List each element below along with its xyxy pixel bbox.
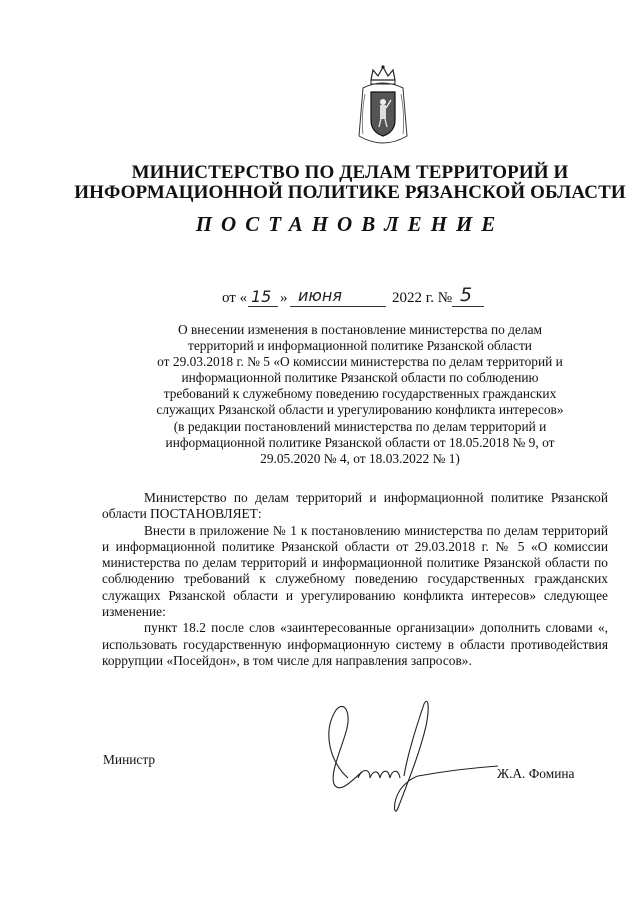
subject-line: информационной политике Рязанской области по соблюдению [181, 370, 539, 386]
body-paragraph: пункт 18.2 после слов «заинтересованные организации» дополнить словами «, использовать государственную информационную систему в области противодействия коррупции «Посейдон», в том числе для направления запросов». [102, 620, 608, 668]
subject-line: требований к служебному поведению государственных гражданских [163, 386, 557, 402]
document-type-title: ПОСТАНОВЛЕНИЕ [195, 212, 505, 236]
document-number: 5 [460, 284, 473, 306]
subject-line: служащих Рязанской области и урегулированию конфликта интересов» [156, 402, 564, 418]
subject-line: О внесении изменения в постановление министерства по делам [177, 322, 543, 337]
coat-of-arms-emblem [355, 64, 411, 150]
date-year: 2022 г. № [392, 290, 453, 306]
ministry-name-line1: МИНИСТЕРСТВО ПО ДЕЛАМ ТЕРРИТОРИЙ И [131, 162, 569, 183]
body-paragraph: Внести в приложение № 1 к постановлению министерства по делам территорий и информационной политике Рязанской области от 29.03.2018 г. № 5 «О комиссии министерства по делам территорий и информационной политике Рязанской области по соблюдению требований к служебному поведению государственных гражданских служащих Рязанской области и урегулированию конфликта интересов» следующее изменение: [102, 522, 608, 620]
document-body [102, 490, 608, 669]
signatory-position: Министр [103, 752, 156, 767]
date-prefix: от « [222, 290, 248, 306]
subject-line: 29.05.2020 № 4, от 18.03.2022 № 1) [260, 450, 460, 466]
handwritten-signature [300, 692, 500, 822]
document-subject [100, 322, 620, 467]
date-month: июня [298, 286, 342, 305]
body-paragraph: Министерство по делам территорий и информационной политике Рязанской области ПОСТАНОВЛЯЕТ: [102, 490, 608, 522]
date-quote-close: » [280, 290, 288, 306]
signatory-name: Ж.А. Фомина [497, 766, 575, 781]
subject-line: от 29.03.2018 г. № 5 «О комиссии министерства по делам территорий и [157, 354, 563, 370]
ministry-name-line2: ИНФОРМАЦИОННОЙ ПОЛИТИКЕ РЯЗАНСКОЙ ОБЛАСТИ [74, 182, 626, 203]
subject-line: (в редакции постановлений министерства по делам территорий и [173, 418, 547, 434]
subject-line: информационной политике Рязанской области от 18.05.2018 № 9, от [165, 434, 555, 450]
subject-line: территорий и информационной политике Рязанской области [188, 338, 532, 354]
date-line [222, 285, 622, 311]
date-day: 15 [251, 287, 272, 306]
